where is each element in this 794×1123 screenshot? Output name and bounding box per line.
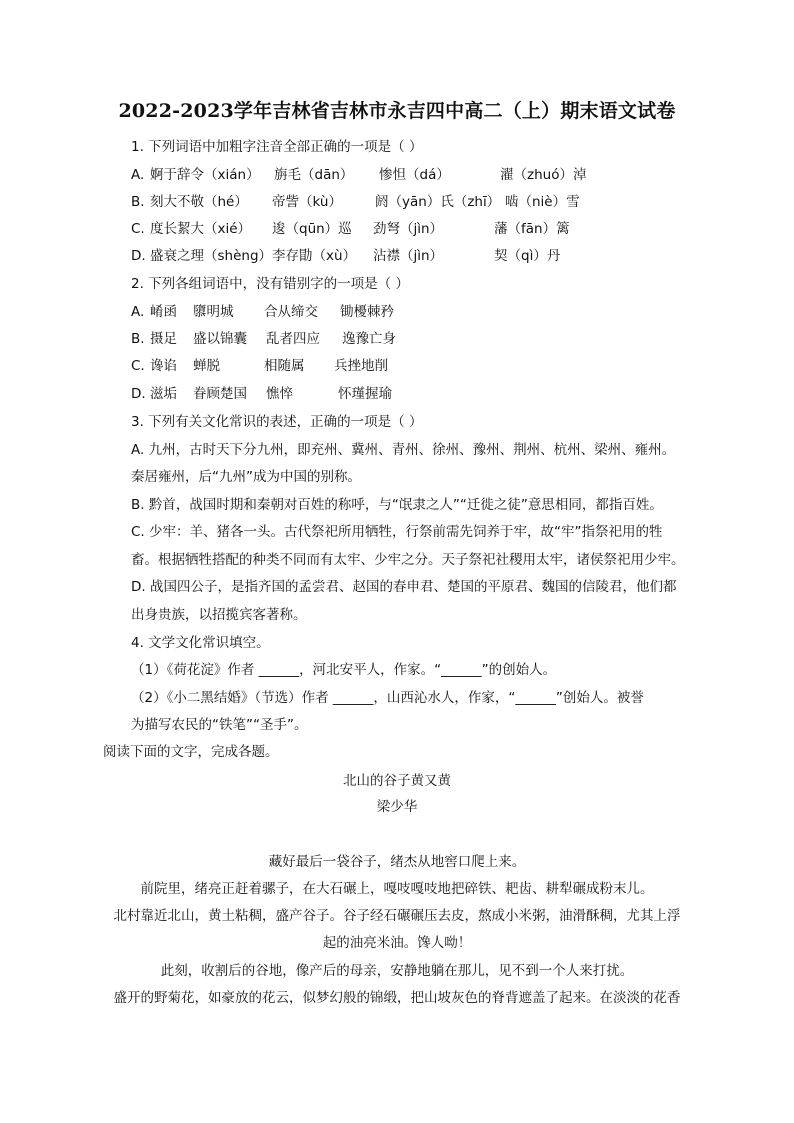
article-author: 梁少华 <box>376 799 418 815</box>
q2-option-c-item: 兵挫地削 <box>334 358 388 374</box>
q2-option-a-item: 合从缔交 <box>264 304 318 320</box>
q1-option-a-item: 旃毛（dān） <box>274 167 354 183</box>
q2-option-d-item: 眷顾楚国 <box>193 386 247 402</box>
q2-option-a-item: 锄櫌棘矜 <box>340 304 394 320</box>
q2-option-a-letter: A. <box>131 304 145 320</box>
q1-option-c-item: 逡（qūn）巡 <box>272 221 352 237</box>
q1-option-c-item: 藩（fān）篱 <box>494 221 570 237</box>
q2-option-b-letter: B. <box>131 331 145 347</box>
q3-option-c-cont: 畜。根据牺牲搭配的种类不同而有太牢、少牢之分。天子祭祀社稷用太牢，诸侯祭祀用少牢。 <box>131 552 685 568</box>
q1-option-d-item: 盛衰之理（shèng）李存勖（xù） <box>150 248 357 264</box>
q2-option-c-item: 谗谄 <box>150 358 177 374</box>
q2-option-b-item: 盛以锦囊 <box>193 331 247 347</box>
question-1-stem: 1. 下列词语中加粗字注音全部正确的一项是（ ） <box>131 139 423 155</box>
q1-option-c-item: 度长絜大（xié） <box>150 221 252 237</box>
q2-option-d-item: 怀瑾握瑜 <box>338 386 392 402</box>
page-title: 2022-2023学年吉林省吉林市永吉四中高二（上）期末语文试卷 <box>118 100 676 122</box>
q1-option-a-letter: A. <box>131 167 145 183</box>
q1-option-d-item: 沾襟（jìn） <box>373 248 444 264</box>
question-4-stem: 4. 文学文化常识填空。 <box>131 635 270 651</box>
q1-option-b-item: 啮（niè）雪 <box>505 194 580 210</box>
article-title: 北山的谷子黄又黄 <box>343 773 451 789</box>
q1-option-b-item: 阏（yān）氏（zhī） <box>375 194 501 210</box>
article-paragraph: 北村靠近北山，黄土粘稠，盛产谷子。谷子经石碾碾压去皮，熬成小米粥，油滑酥稠，尤其上浮 <box>113 908 681 924</box>
q2-option-d-letter: D. <box>131 386 146 402</box>
q3-option-c: C. 少牢：羊、猪各一头。古代祭祀所用牺牲，行祭前需先饲养于牢，故“牢”指祭祀用的牲 <box>131 524 663 540</box>
q4-item-1: （1）《荷花淀》作者 ______，河北安平人，作家。“______”的创始人。 <box>131 662 557 678</box>
q1-option-b-letter: B. <box>131 194 145 210</box>
article-paragraph: 此刻，收割后的谷地，像产后的母亲，安静地躺在那儿，见不到一个人来打扰。 <box>160 963 634 979</box>
article-paragraph: 前院里，绪亮正赶着骡子，在大石碾上，嘎吱嘎吱地把碎铁、耙齿、耕犁碾成粉末儿。 <box>140 881 654 897</box>
q1-option-a-item: 惨怛（dá） <box>379 167 450 183</box>
q2-option-b-item: 逸豫亡身 <box>342 331 396 347</box>
question-3-stem: 3. 下列有关文化常识的表述，正确的一项是（ ） <box>131 414 423 430</box>
q2-option-b-item: 摄足 <box>150 331 177 347</box>
q4-item-2-cont: 为描写农民的“铁笔”“圣手”。 <box>131 717 308 733</box>
reading-intro: 阅读下面的文字，完成各题。 <box>103 744 279 760</box>
q1-option-b-item: 刻大不敬（hé） <box>150 194 248 210</box>
q2-option-a-item: 崤函 <box>150 304 177 320</box>
q1-option-b-item: 帝訾（kù） <box>272 194 342 210</box>
q1-option-a-item: 婀于辞令（xián） <box>150 167 260 183</box>
article-paragraph-cont: 起的油亮米油。馋人呦！ <box>322 935 472 951</box>
q2-option-a-item: 隳明城 <box>193 304 234 320</box>
q2-option-d-item: 滋垢 <box>150 386 177 402</box>
q2-option-c-item: 相随属 <box>264 358 305 374</box>
q4-item-2: （2）《小二黑结婚》（节选）作者 ______，山西沁水人，作家，“______”创始人。被誉 <box>131 690 644 706</box>
q3-option-b: B. 黔首，战国时期和秦朝对百姓的称呼，与“氓隶之人”“迁徙之徒”意思相同，都指百姓。 <box>131 497 663 513</box>
q1-option-a-item: 濯（zhuó）淖 <box>500 167 587 183</box>
article-paragraph: 藏好最后一袋谷子，绪杰从地窖口爬上来。 <box>268 854 526 870</box>
q3-option-a: A. 九州，古时天下分九州，即充州、冀州、青州、徐州、豫州、荆州、杭州、梁州、雍州。 <box>131 442 676 458</box>
q3-option-d: D. 战国四公子，是指齐国的孟尝君、赵国的春申君、楚国的平原君、魏国的信陵君，他们都 <box>131 579 677 595</box>
q3-option-d-cont: 出身贵族，以招揽宾客著称。 <box>131 607 307 623</box>
q1-option-d-item: 契（qì）丹 <box>494 248 561 264</box>
q1-option-c-item: 劲弩（jìn） <box>373 221 444 237</box>
q2-option-d-item: 憔悴 <box>266 386 293 402</box>
q1-option-c-letter: C. <box>131 221 145 237</box>
article-paragraph: 盛开的野菊花，如豪放的花云，似梦幻般的锦缎，把山坡灰色的脊背遮盖了起来。在淡淡的花香 <box>113 990 681 1006</box>
q2-option-b-item: 乱者四应 <box>266 331 320 347</box>
q2-option-c-item: 蝉脱 <box>193 358 220 374</box>
q1-option-d-letter: D. <box>131 248 146 264</box>
question-2-stem: 2. 下列各组词语中，没有错别字的一项是（ ） <box>131 276 409 292</box>
q2-option-c-letter: C. <box>131 358 145 374</box>
q3-option-a-cont: 秦居雍州，后“九州”成为中国的别称。 <box>131 469 361 485</box>
